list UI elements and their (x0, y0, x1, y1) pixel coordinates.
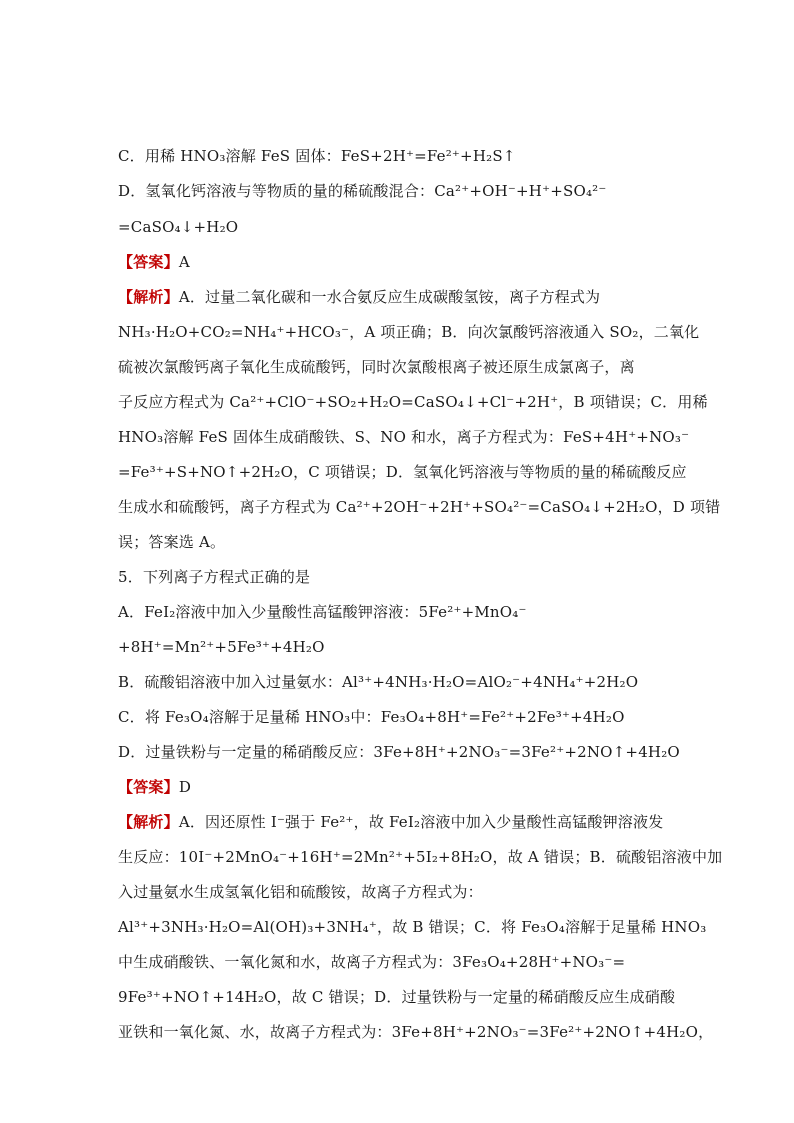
question-title: 5．下列离子方程式正确的是 (118, 568, 311, 586)
text-line: D．氢氧化钙溶液与等物质的量的稀硫酸混合：Ca²⁺+OH⁻+H⁺+SO₄²⁻ (118, 182, 607, 200)
option-a: A．FeI₂溶液中加入少量酸性高锰酸钾溶液：5Fe²⁺+MnO₄⁻ (118, 603, 527, 621)
answer-line: 【答案】D (118, 778, 192, 796)
text-line: 9Fe³⁺+NO↑+14H₂O，故 C 错误；D．过量铁粉与一定量的稀硝酸反应生成硝酸 (118, 988, 676, 1006)
text-line: C．用稀 HNO₃溶解 FeS 固体：FeS+2H⁺=Fe²⁺+H₂S↑ (118, 147, 516, 165)
text-line: 中生成硝酸铁、一氧化氮和水，故离子方程式为：3Fe₃O₄+28H⁺+NO₃⁻= (118, 953, 626, 971)
text-line: 入过量氨水生成氢氧化铝和硫酸铵，故离子方程式为： (118, 883, 483, 901)
answer-tag: 【答案】 (118, 253, 179, 271)
analysis-tag: 【解析】 (118, 813, 179, 831)
text-line: =CaSO₄↓+H₂O (118, 218, 239, 236)
text-line: 子反应方程式为 Ca²⁺+ClO⁻+SO₂+H₂O=CaSO₄↓+Cl⁻+2H⁺，B 项错误；C．用稀 (118, 393, 708, 411)
text-line: 误；答案选 A。 (118, 533, 226, 551)
option-b: B．硫酸铝溶液中加入过量氨水：Al³⁺+4NH₃·H₂O=AlO₂⁻+4NH₄⁺+2H₂O (118, 673, 639, 691)
answer-tag: 【答案】 (118, 778, 179, 796)
analysis-line: 【解析】A．过量二氧化碳和一水合氨反应生成碳酸氢铵，离子方程式为 (118, 288, 601, 306)
text-line: 硫被次氯酸钙离子氧化生成硫酸钙，同时次氯酸根离子被还原生成氯离子，离 (118, 358, 635, 376)
answer-line: 【答案】A (118, 253, 190, 271)
text-line: NH₃·H₂O+CO₂=NH₄⁺+HCO₃⁻，A 项正确；B．向次氯酸钙溶液通入 SO₂，二氧化 (118, 323, 700, 341)
text-line: 亚铁和一氧化氮、水，故离子方程式为：3Fe+8H⁺+2NO₃⁻=3Fe²⁺+2NO↑+4H₂O， (118, 1023, 714, 1041)
option-d: D．过量铁粉与一定量的稀硝酸反应：3Fe+8H⁺+2NO₃⁻=3Fe²⁺+2NO↑+4H₂O (118, 743, 680, 761)
analysis-tag: 【解析】 (118, 288, 179, 306)
text-line: 生反应：10I⁻+2MnO₄⁻+16H⁺=2Mn²⁺+5I₂+8H₂O，故 A 错误；B．硫酸铝溶液中加 (118, 848, 723, 866)
option-c: C．将 Fe₃O₄溶解于足量稀 HNO₃中：Fe₃O₄+8H⁺=Fe²⁺+2Fe³⁺+4H₂O (118, 708, 625, 726)
text-line: =Fe³⁺+S+NO↑+2H₂O，C 项错误；D．氢氧化钙溶液与等物质的量的稀硫酸反应 (118, 463, 687, 481)
text-line: 生成水和硫酸钙，离子方程式为 Ca²⁺+2OH⁻+2H⁺+SO₄²⁻=CaSO₄↓+2H₂O，D 项错 (118, 498, 721, 516)
text-line: Al³⁺+3NH₃·H₂O=Al(OH)₃+3NH₄⁺，故 B 错误；C．将 Fe₃O₄溶解于足量稀 HNO₃ (118, 918, 707, 936)
text-line: +8H⁺=Mn²⁺+5Fe³⁺+4H₂O (118, 638, 325, 656)
analysis-line: 【解析】A．因还原性 I⁻强于 Fe²⁺，故 FeI₂溶液中加入少量酸性高锰酸钾溶液发 (118, 813, 664, 831)
text-line: HNO₃溶解 FeS 固体生成硝酸铁、S、NO 和水，离子方程式为：FeS+4H⁺+NO₃⁻ (118, 428, 690, 446)
